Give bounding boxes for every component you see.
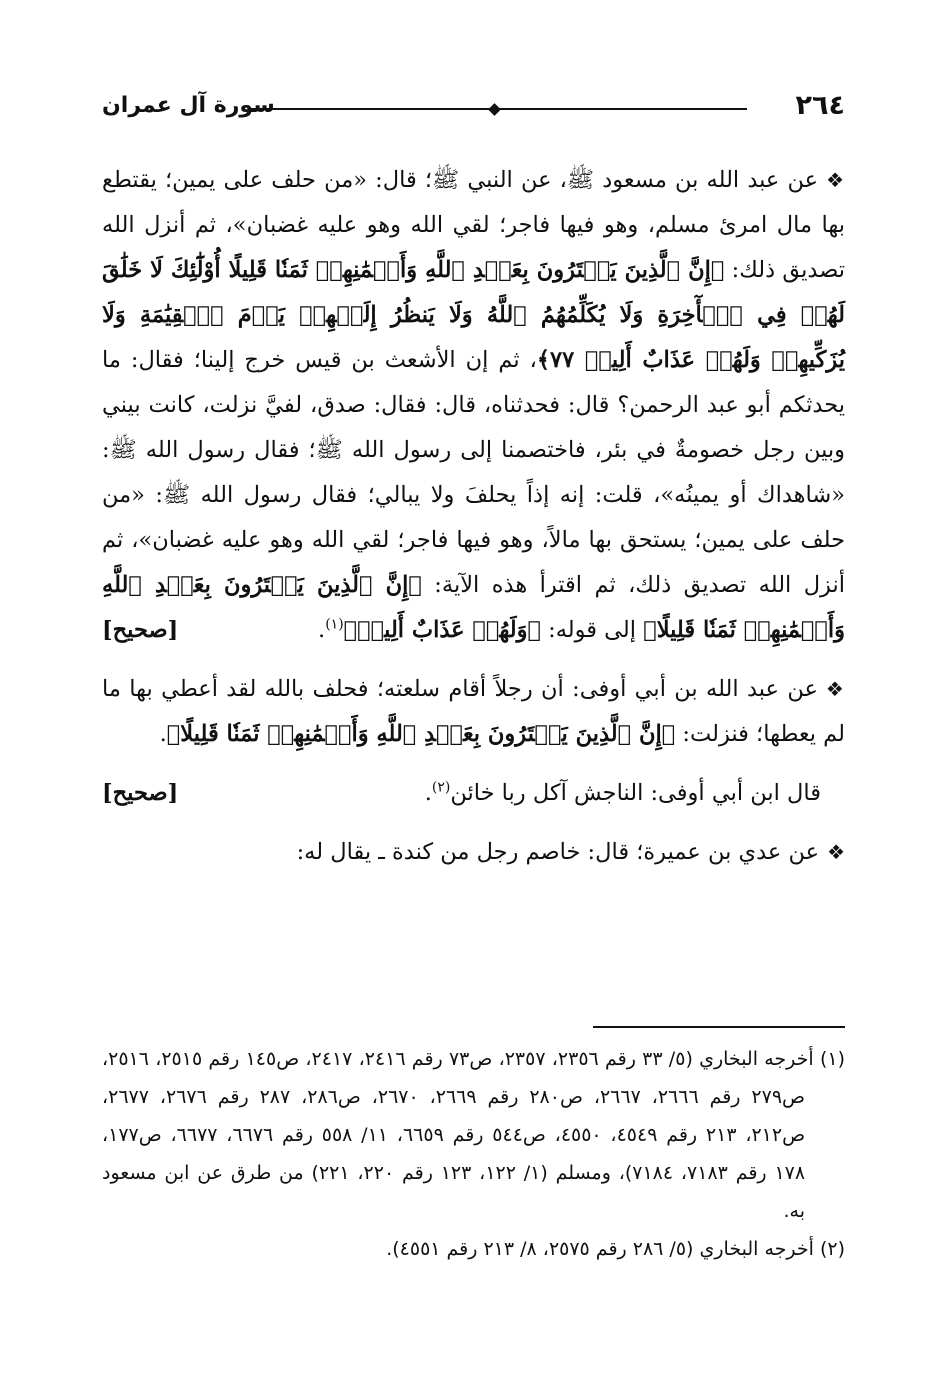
hadith-text: عن عبد الله بن أبي أوفى: أن رجلاً أقام سلعته؛ فحلف بالله لقد أعطي بها ما لم يعطها؛ فنزلت: <box>102 676 845 747</box>
footnote-text: أخرجه البخاري (٥/ ٣٣ رقم ٢٣٥٦، ٢٣٥٧، ص٧٣ رقم ٢٤١٦، ٢٤١٧، ص١٤٥ رقم ٢٥١٥، ٢٥١٦، ص٢٧٩ رقم ٢٦٦٦، ٢٦٦٧، ص٢٨٠ رقم ٢٦٦٩، ٢٦٧٠، ص٢٨٦، ٢٨٧ رقم ٢٦٧٦، ٢٦٧٧، ص٢١٢، ٢١٣ رقم ٤٥٤٩، ٤٥٥٠، ص٥٤٤ رقم ٦٦٥٩، ١١/ ٥٥٨ رقم ٦٦٧٦، ٦٦٧٧، ص١٧٧، ١٧٨ رقم ٧١٨٣، ٧١٨٤)، ومسلم (١/ ١٢٢، ١٢٣ رقم ٢٢٠، ٢٢١) من طرق عن ابن مسعود به. <box>102 1048 814 1222</box>
footnote-2 <box>102 1230 845 1268</box>
hadith-text: قال ابن أبي أوفى: الناجش آكل ربا خائن <box>450 780 821 806</box>
hadith-text: إلى قوله: <box>541 617 644 643</box>
hadith-paragraph-4 <box>102 830 845 875</box>
hadith-text: . <box>318 617 326 643</box>
surah-title: سورة آل عمران <box>102 93 275 118</box>
header-rule <box>250 108 747 110</box>
footnote-1 <box>102 1040 845 1230</box>
grade-label: [صحيح] <box>102 780 179 806</box>
hadith-text: . <box>424 780 432 806</box>
quran-verse: ﴿إِنَّ ٱلَّذِينَ يَشۡتَرُونَ بِعَهۡدِ ٱللَّهِ وَأَيۡمَٰنِهِمۡ ثَمَنٗا قَلِيلًا﴾ <box>166 721 676 747</box>
page-header <box>102 86 845 126</box>
footnote-reference[interactable]: (١) <box>325 616 344 633</box>
hadith-text: عن عدي بن عميرة؛ قال: خاصم رجل من كندة ـ يقال له: <box>296 839 820 865</box>
hadith-paragraph-1 <box>102 158 845 653</box>
footnote-number: (٢) <box>819 1238 845 1260</box>
footnotes <box>102 1040 845 1268</box>
hadith-paragraph-2 <box>102 667 845 757</box>
quran-verse: ﴿إِنَّ ٱلَّذِينَ يَشۡتَرُونَ بِعَهۡدِ ٱللَّهِ وَأَيۡمَٰنِهِمۡ ثَمَنٗا قَلِيلًا أُوْلَٰٓئِكَ لَا خَلَٰقَ لَهُمۡ فِي ٱلۡأٓخِرَةِ وَلَا يُكَلِّمُهُمُ ٱللَّهُ وَلَا يَنظُرُ إِلَيۡهِمۡ يَوۡمَ ٱلۡقِيَٰمَةِ وَلَا يُزَكِّيهِمۡ وَلَهُمۡ عَذَابٌ أَلِيمٞ ٧٧﴾ <box>102 257 845 373</box>
hadith-text: ، ثم إن الأشعث بن قيس خرج إلينا؛ فقال: ما يحدثكم أبو عبد الرحمن؟ قال: فحدثناه، قال: فقال: صدق، لفيَّ نزلت، كانت بيني وبين رجل خصومةٌ في بئر، فاختصمنا إلى رسول الله ﷺ؛ فقال رسول الله ﷺ: «شاهداك أو يمينُه»، قلت: إنه إذاً يحلفَ ولا يبالي؛ فقال رسول الله ﷺ: «من حلف على يمين؛ يستحق بها مالاً، وهو فيها فاجر؛ لقي الله وهو عليه غضبان»، ثم أنزل الله تصديق ذلك، ثم اقترأ هذه الآية: <box>102 347 845 598</box>
bullet-icon: ❖ <box>825 677 845 701</box>
footnote-reference[interactable]: (٢) <box>431 779 451 796</box>
hadith-paragraph-3 <box>102 771 845 816</box>
footnote-number: (١) <box>819 1048 845 1070</box>
hadith-text: . <box>159 721 167 747</box>
bullet-icon: ❖ <box>827 840 845 864</box>
grade-label: [صحيح] <box>102 617 179 643</box>
footnote-text: أخرجه البخاري (٥/ ٢٨٦ رقم ٢٥٧٥، ٨/ ٢١٣ رقم ٤٥٥١). <box>386 1238 814 1260</box>
header-rule-ornament <box>488 103 501 116</box>
quran-verse: ﴿وَلَهُمۡ عَذَابٌ أَلِيمٞ﴾ <box>343 617 541 643</box>
hadith-text: عن عبد الله بن مسعود ﷺ، عن النبي ﷺ؛ قال: «من حلف على يمين؛ يقتطع بها مال امرئ مسلم، وهو فيها فاجر؛ لقي الله وهو عليه غضبان»، ثم أنزل الله تصديق ذلك: <box>102 167 845 283</box>
footnote-separator <box>593 1026 845 1028</box>
page-number: ٢٦٤ <box>795 90 845 121</box>
quran-verse: ﴿إِنَّ ٱلَّذِينَ يَشۡتَرُونَ بِعَهۡدِ ٱللَّهِ وَأَيۡمَٰنِهِمۡ ثَمَنٗا قَلِيلًا﴾ <box>102 572 845 643</box>
main-text <box>102 158 845 875</box>
bullet-icon: ❖ <box>826 168 845 192</box>
